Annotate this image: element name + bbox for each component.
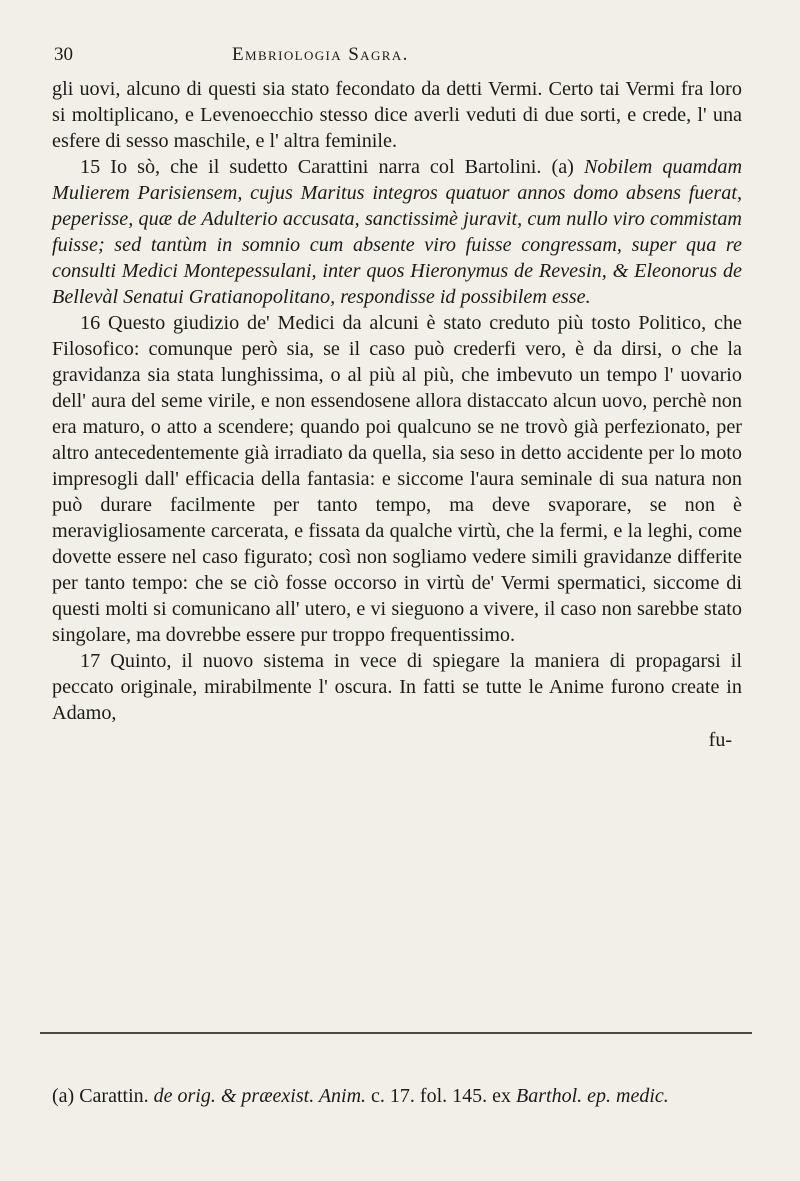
running-title: Embriologia Sagra. <box>232 44 409 65</box>
paragraph-number: 15 <box>80 156 101 178</box>
paragraph-16 <box>52 310 742 648</box>
catchword-row <box>52 728 742 752</box>
paragraph-number: 17 <box>80 650 101 672</box>
body-text <box>52 76 742 752</box>
paragraph-17 <box>52 648 742 726</box>
page-number: 30 <box>54 44 73 65</box>
latin-quotation: Nobilem quamdam Mulierem Parisiensem, cujus Maritus integros quatuor annos domo absens fuerat, peperisse, quæ de Adulterio accusata, sanctissimè juravit, cum nullo viro commistam fuisse; sed tantùm in somnio cum absente viro fuisse congressam, super qua re consulti Medici Montepessulani, inter quos Hieronymus de Revesin, & Eleonorus de Bellevàl Senatui Gratianopolitano, respondisse id possibilem esse. <box>52 156 743 308</box>
paragraph-text: Io sò, che il sudetto Carattini narra col Bartolini. <box>110 156 542 178</box>
footnote-source: Barthol. ep. medic. <box>516 1085 669 1107</box>
paragraph-text: Questo giudizio de' Medici da alcuni è stato creduto più tosto Politico, che Filosofico: comunque però sia, se il caso può crederfi vero, è da dirsi, o che la gravidanza sia stata lunghissima, o al più al più, che imbevuto un tempo l' uovario dell' aura del seme virile, e non essendosene allora distaccato alcun uovo, perchè non era maturo, o atto a scendere; quando poi qualcuno se ne trovò già perfezionato, per altro antecedentemente già irradiato da quella, sia seso in detto accidente per lo moto impresogli dall' efficacia della fantasia: e siccome l'aura seminale di sua natura non può durare facilmente per tanto tempo, ma deve svaporare, se non è meravigliosamente carcerata, e fissata da qualche virtù, che la fermi, e la leghi, come dovette essere nel caso figurato; così non sogliamo vedere simili gravidanze differite per tanto tempo: che se ciò fosse occorso in virtù de' Vermi spermatici, siccome di questi molti si comunicano all' utero, e vi sieguono a vivere, il caso non sarebbe stato singolare, ma dovrebbe essere pur troppo frequentissimo. <box>52 312 743 646</box>
footnote-locator: c. 17. fol. 145. ex <box>371 1085 512 1107</box>
paragraph-15 <box>52 154 742 310</box>
footnote-title: de orig. & præexist. Anim. <box>153 1085 367 1107</box>
paragraph-continued <box>52 76 742 154</box>
footnote-reference: (a) <box>551 156 574 178</box>
footnote-separator <box>40 1032 752 1034</box>
paragraph-number: 16 <box>80 312 101 334</box>
catchword: fu- <box>708 729 732 751</box>
footnote-author: Carattin. <box>79 1085 149 1107</box>
paragraph-text: gli uovi, alcuno di questi sia stato fecondato da detti Vermi. Certo tai Vermi fra loro si moltiplicano, e Levenoecchio stesso dice averli veduti di due sorti, e crede, l' una esfere di sesso maschile, e l' altra feminile. <box>52 78 742 152</box>
footnote-marker: (a) <box>52 1085 75 1107</box>
running-head <box>54 44 742 76</box>
footnote <box>52 1082 740 1110</box>
paragraph-text: Quinto, il nuovo sistema in vece di spiegare la maniera di propagarsi il peccato originale, mirabilmente l' oscura. In fatti se tutte le Anime furono create in Adamo, <box>52 650 743 724</box>
